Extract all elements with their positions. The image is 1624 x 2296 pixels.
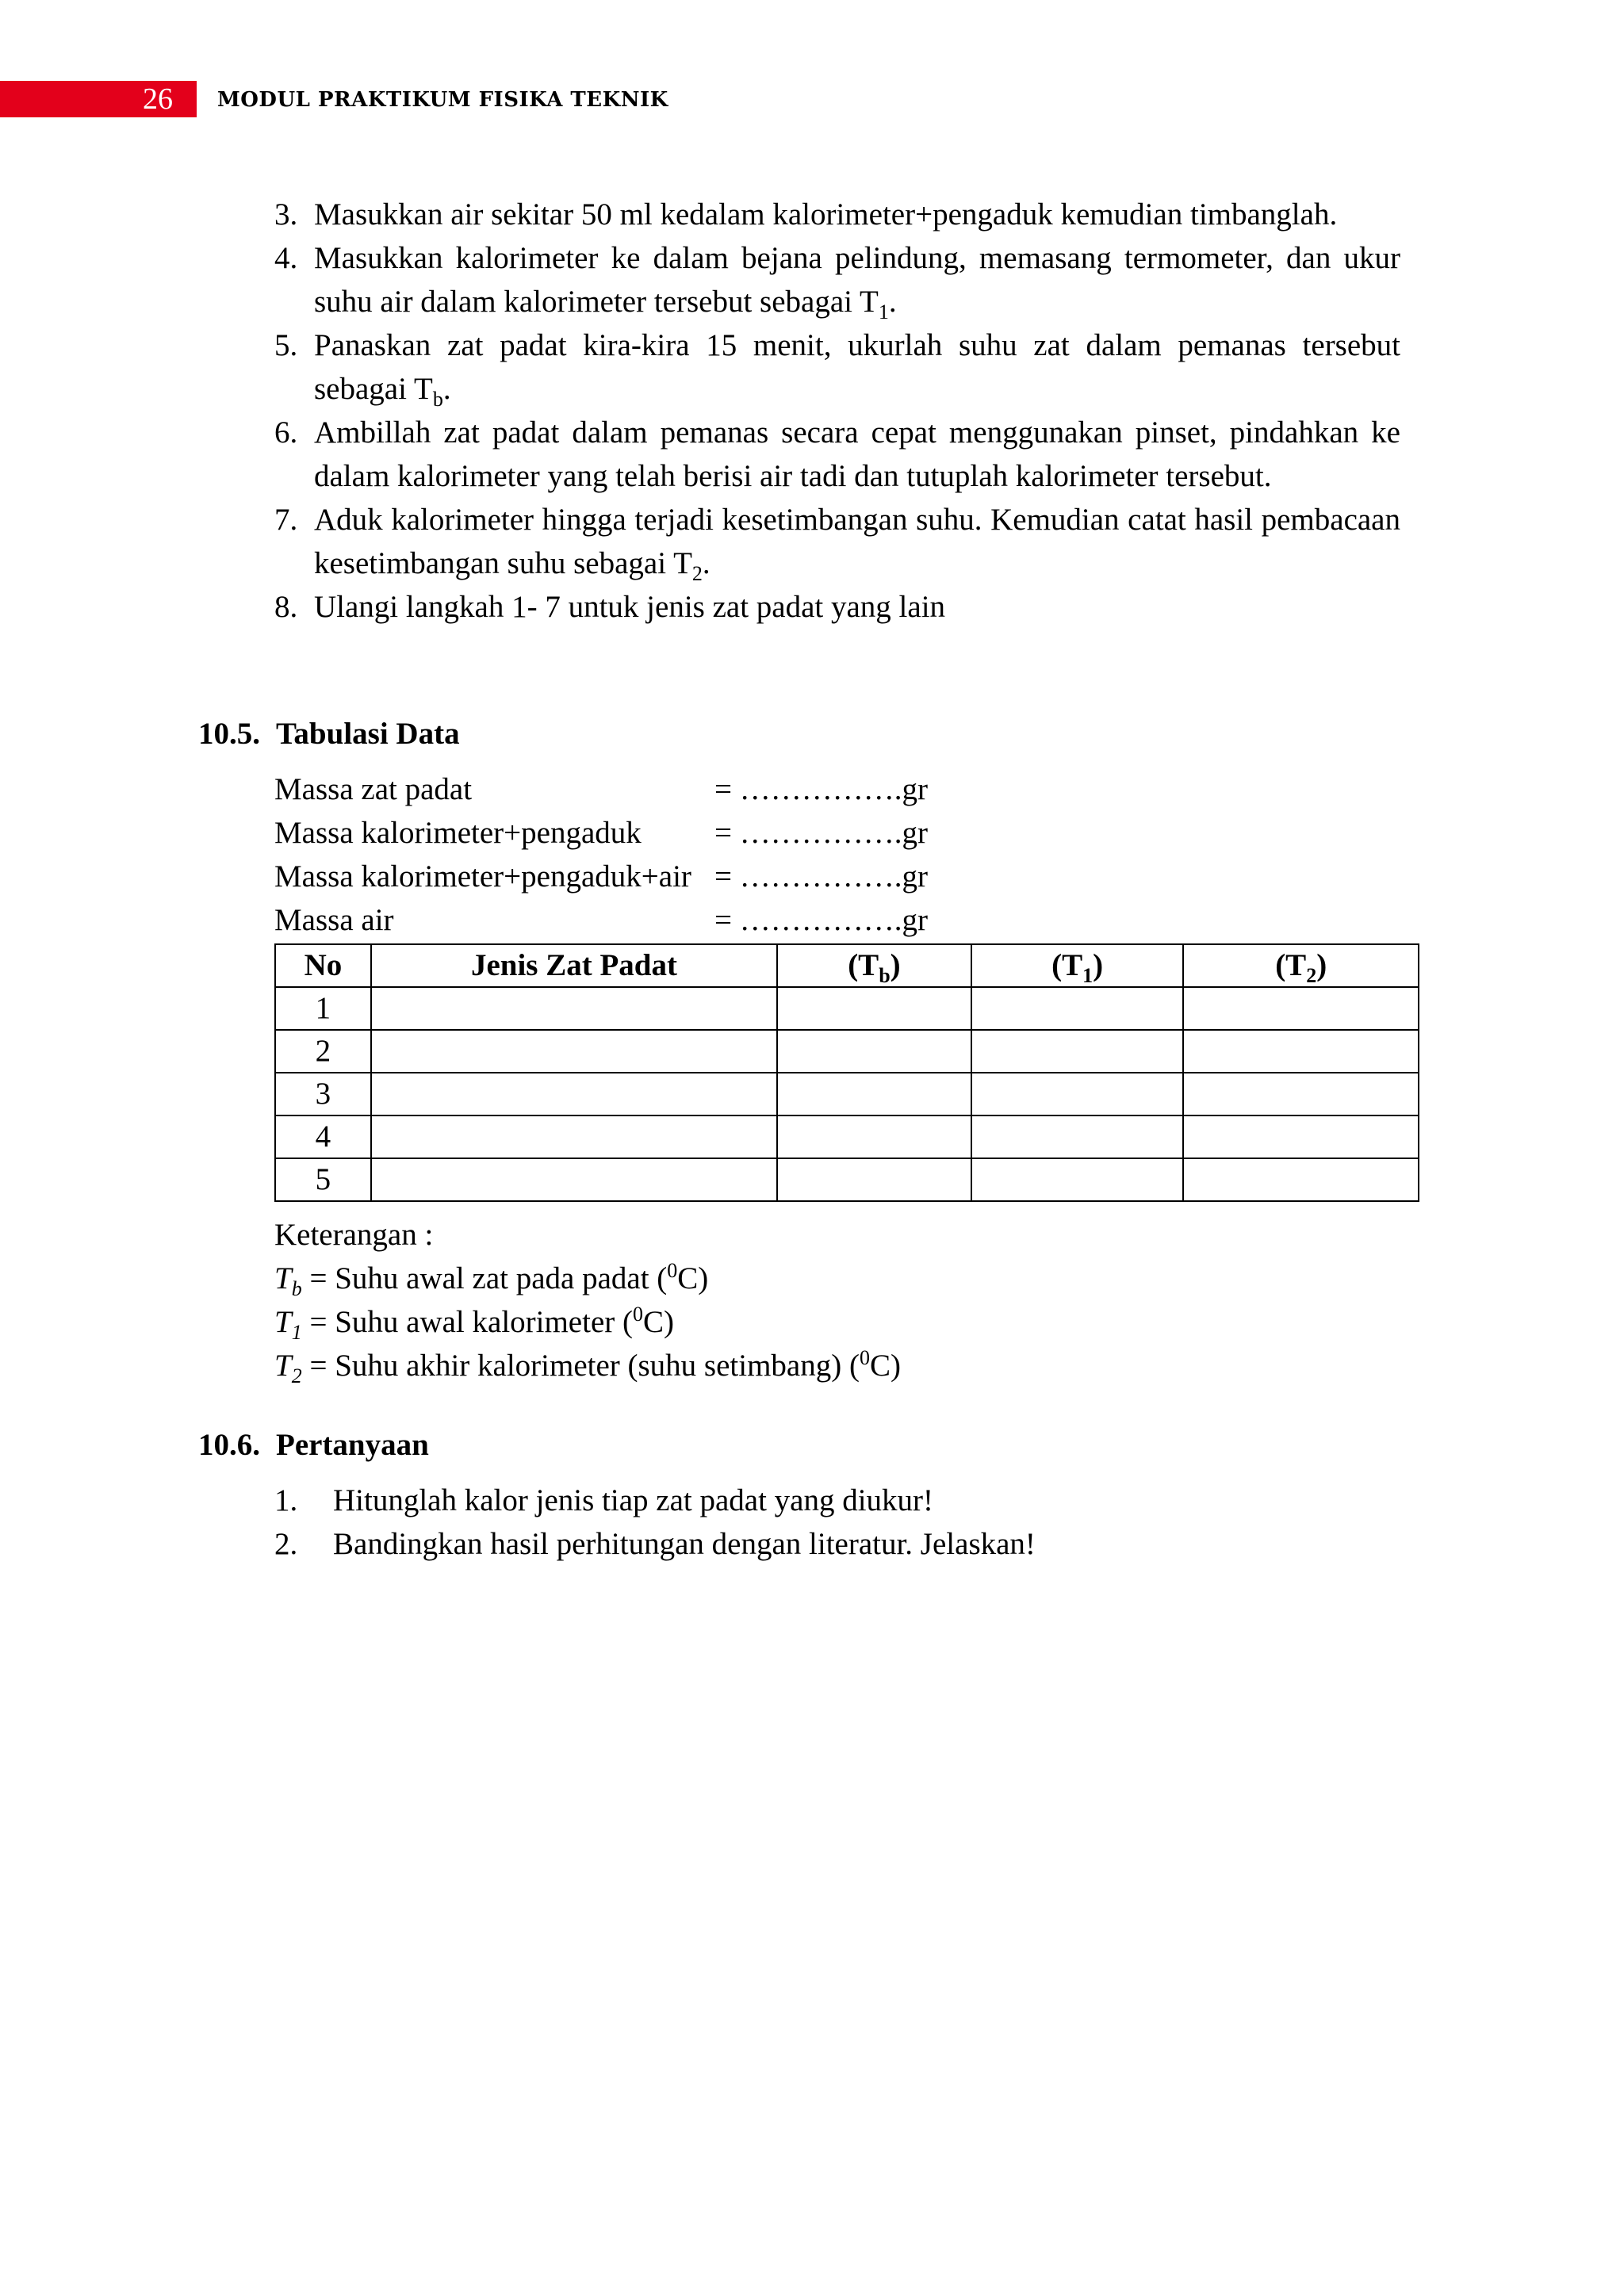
keterangan-item: $T_1$ = Suhu awal kalorimeter ($^0$C) [274,1303,674,1344]
mass-value: = …………….gr [714,859,928,894]
mass-label: Massa air [274,903,394,937]
cell-jenis[interactable] [371,1158,777,1201]
table-header-row [275,944,1419,987]
cell-tb[interactable] [777,1073,971,1115]
table-row [275,1115,1419,1158]
step-number: 7. [274,503,298,537]
step-number: 6. [274,415,298,450]
step-text: Ulangi langkah 1- 7 untuk jenis zat padat yang lain [314,590,946,624]
step-text: Ambillah zat padat dalam pemanas secara cepat menggunakan pinset, pindahkan ke dalam kalorimeter yang telah berisi air tadi dan tutuplah kalorimeter tersebut. [314,415,1400,493]
cell-jenis[interactable] [371,1073,777,1115]
question-item [274,1479,1385,1522]
mass-label: Massa kalorimeter+pengaduk [274,816,642,850]
question-text: Bandingkan hasil perhitungan dengan literatur. Jelaskan! [333,1527,1036,1561]
mass-row [274,855,988,898]
section-title: Pertanyaan [276,1428,429,1462]
row-number: 1 [275,987,371,1030]
cell-t2[interactable] [1183,1030,1419,1073]
step-text: Panaskan zat padat kira-kira 15 menit, ukurlah suhu zat dalam pemanas tersebut sebagai T [314,328,1400,406]
table-row [275,1030,1419,1073]
step-text: Masukkan air sekitar 50 ml kedalam kalorimeter+pengaduk kemudian timbanglah. [314,197,1338,232]
header-t2: $(T_2)$ [1183,944,1419,987]
step-number: 4. [274,241,298,275]
module-title: MODUL PRAKTIKUM FISIKA TEKNIK [217,88,668,112]
question-number: 2. [274,1527,298,1561]
mass-list [274,767,988,942]
row-number: 3 [275,1073,371,1115]
procedure-step [274,585,1400,629]
header-no: No [275,944,371,987]
section-heading-tabulasi [198,712,460,756]
step-suffix: . [442,372,451,406]
cell-t2[interactable] [1183,1073,1419,1115]
mass-value: = …………….gr [714,816,928,850]
row-number: 4 [275,1115,371,1158]
cell-tb[interactable] [777,987,971,1030]
step-number: 8. [274,590,298,624]
header-tb: $(T_b)$ [777,944,971,987]
step-subscript: 1 [878,300,889,323]
question-text: Hitunglah kalor jenis tiap zat padat yang diukur! [333,1483,934,1517]
cell-t2[interactable] [1183,987,1419,1030]
cell-t1[interactable] [971,1030,1184,1073]
question-list [274,1479,1385,1566]
section-heading-pertanyaan [198,1423,429,1467]
step-number: 3. [274,197,298,232]
section-title: Tabulasi Data [276,717,460,751]
table-row [275,987,1419,1030]
cell-t1[interactable] [971,1115,1184,1158]
procedure-step [274,323,1400,411]
header-jenis-zat-padat: Jenis Zat Padat [371,944,777,987]
cell-t2[interactable] [1183,1115,1419,1158]
cell-jenis[interactable] [371,1115,777,1158]
step-suffix: . [888,285,897,319]
cell-tb[interactable] [777,1158,971,1201]
cell-t1[interactable] [971,987,1184,1030]
section-number: 10.6. [198,1428,260,1462]
mass-row [274,811,988,855]
step-text: Masukkan kalorimeter ke dalam bejana pelindung, memasang termometer, dan ukur suhu air dalam kalorimeter tersebut sebagai T [314,241,1400,319]
cell-t1[interactable] [971,1073,1184,1115]
keterangan-item: $T_b$ = Suhu awal zat pada padat ($^0$C) [274,1259,709,1300]
cell-tb[interactable] [777,1115,971,1158]
cell-t1[interactable] [971,1158,1184,1201]
cell-t2[interactable] [1183,1158,1419,1201]
cell-jenis[interactable] [371,1030,777,1073]
cell-tb[interactable] [777,1030,971,1073]
step-suffix: . [702,546,710,580]
procedure-step [274,411,1400,498]
cell-jenis[interactable] [371,987,777,1030]
procedure-step [274,193,1400,236]
step-text: Aduk kalorimeter hingga terjadi kesetimbangan suhu. Kemudian catat hasil pembacaan kesetimbangan suhu sebagai T [314,503,1400,580]
procedure-step [274,236,1400,323]
question-number: 1. [274,1483,298,1517]
keterangan [274,1213,1305,1387]
data-table [274,943,1419,1202]
mass-value: = …………….gr [714,772,928,806]
mass-row [274,767,988,811]
mass-label: Massa kalorimeter+pengaduk+air [274,859,691,894]
row-number: 5 [275,1158,371,1201]
keterangan-item: $T_2$ = Suhu akhir kalorimeter (suhu setimbang) ($^0$C) [274,1346,901,1387]
page-number: 26 [143,82,173,116]
question-item [274,1522,1385,1566]
table-row [275,1073,1419,1115]
row-number: 2 [275,1030,371,1073]
procedure-step [274,498,1400,585]
mass-label: Massa zat padat [274,772,473,806]
procedure-steps [274,193,1400,629]
keterangan-title: Keterangan : [274,1218,434,1252]
step-subscript: b [432,387,443,411]
step-number: 5. [274,328,298,362]
mass-value: = …………….gr [714,903,928,937]
mass-row [274,898,988,942]
header-t1: $(T_1)$ [971,944,1184,987]
section-number: 10.5. [198,717,260,751]
table-row [275,1158,1419,1201]
step-subscript: 2 [691,561,703,585]
